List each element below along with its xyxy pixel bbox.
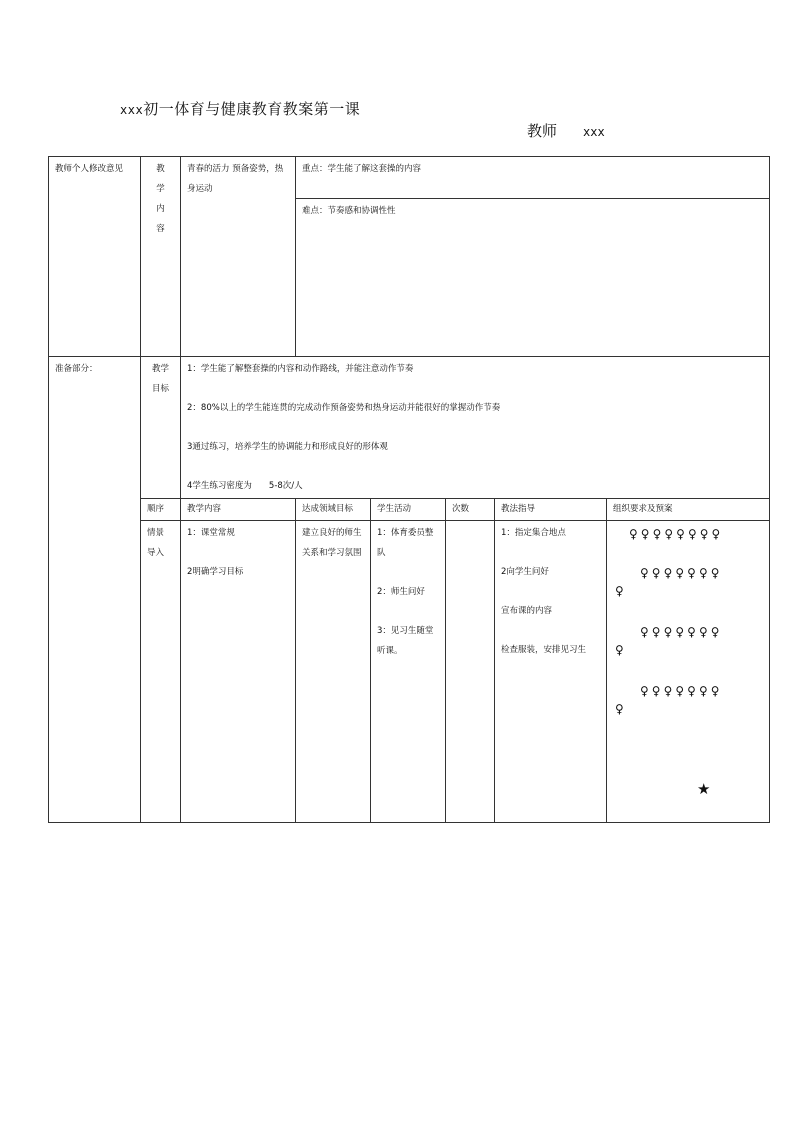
- modify-cell: [49, 157, 141, 357]
- activity-cell: [371, 521, 446, 823]
- content-label-cell: [141, 157, 181, 357]
- formation-row: ♀♀♀♀♀♀♀: [640, 684, 723, 698]
- difficulty-cell: [296, 199, 770, 357]
- goal-item: 3通过练习，培养学生的协调能力和形成良好的形体观: [187, 442, 388, 452]
- activity-item: 2：师生问好: [377, 587, 425, 597]
- goal-item: 4学生练习密度为 5-8次/人: [187, 481, 303, 491]
- difficulty: 难点：节奏感和协调性性: [302, 206, 396, 216]
- teacher-line: [527, 120, 605, 141]
- formation-row: ♀♀♀♀♀♀♀: [640, 625, 723, 639]
- count-cell: [446, 521, 495, 823]
- formation-extra: ♀: [615, 643, 624, 657]
- col-header-content: 教学内容: [181, 499, 296, 521]
- col-header-organization: 组织要求及预案: [607, 499, 770, 521]
- col-header-activity: 学生活动: [371, 499, 446, 521]
- formation-row: ♀♀♀♀♀♀♀♀: [629, 527, 724, 541]
- goal-text: 建立良好的师生关系和学习氛围: [302, 528, 362, 558]
- title-main: 初一体育与健康教育教案第一课: [143, 100, 361, 118]
- key-point-cell: [296, 157, 770, 199]
- col-header-guidance: 教法指导: [495, 499, 607, 521]
- content-text-cell: [181, 157, 296, 357]
- goal-item: 2：80%以上的学生能连贯的完成动作预备姿势和热身运动并能很好的掌握动作节奏: [187, 403, 501, 413]
- col-header-order: 顺序: [141, 499, 181, 521]
- teacher-star-icon: ★: [697, 780, 711, 798]
- prep-label: 准备部分：: [55, 364, 98, 374]
- activity-item: 1：体育委员整队: [377, 528, 434, 558]
- formation-extra: ♀: [615, 584, 624, 598]
- formation-extra: ♀: [615, 702, 624, 716]
- guidance-item: 检查服装，安排见习生: [501, 645, 587, 655]
- activity-item: 3：见习生随堂听课。: [377, 626, 434, 656]
- formation-diagram: [607, 521, 770, 823]
- goal-item: 1：学生能了解整套操的内容和动作路线，并能注意动作节奏: [187, 364, 414, 374]
- order-text: 情景导入: [147, 528, 165, 558]
- teacher-name: xxx: [583, 125, 605, 139]
- prep-cell: [49, 357, 141, 823]
- guidance-item: 1：指定集合地点: [501, 528, 566, 538]
- content-item: 2明确学习目标: [187, 567, 244, 577]
- teacher-label: 教师: [527, 122, 558, 140]
- content-item: 1：课堂常规: [187, 528, 235, 538]
- goal-cell: [296, 521, 371, 823]
- guidance-item: 2向学生问好: [501, 567, 549, 577]
- guidance-cell: [495, 521, 607, 823]
- title-prefix: xxx: [120, 103, 144, 117]
- formation-row: ♀♀♀♀♀♀♀: [640, 566, 723, 580]
- content-label: 教学内容: [156, 164, 165, 234]
- col-header-goal: 达成领域目标: [296, 499, 371, 521]
- content-cell: [181, 521, 296, 823]
- goals-label: 教学目标: [151, 364, 169, 394]
- order-cell: [141, 521, 181, 823]
- key-point: 重点：学生能了解这套操的内容: [302, 164, 422, 174]
- content-text: 青春的活力 预备姿势，热身运动: [187, 164, 284, 194]
- lesson-plan-table: [48, 156, 770, 823]
- col-header-count: 次数: [446, 499, 495, 521]
- modify-label: 教师个人修改意见: [55, 164, 124, 174]
- goals-label-cell: [141, 357, 181, 499]
- guidance-item: 宣布课的内容: [501, 606, 553, 616]
- document-title: [120, 98, 360, 119]
- goals-cell: [181, 357, 770, 499]
